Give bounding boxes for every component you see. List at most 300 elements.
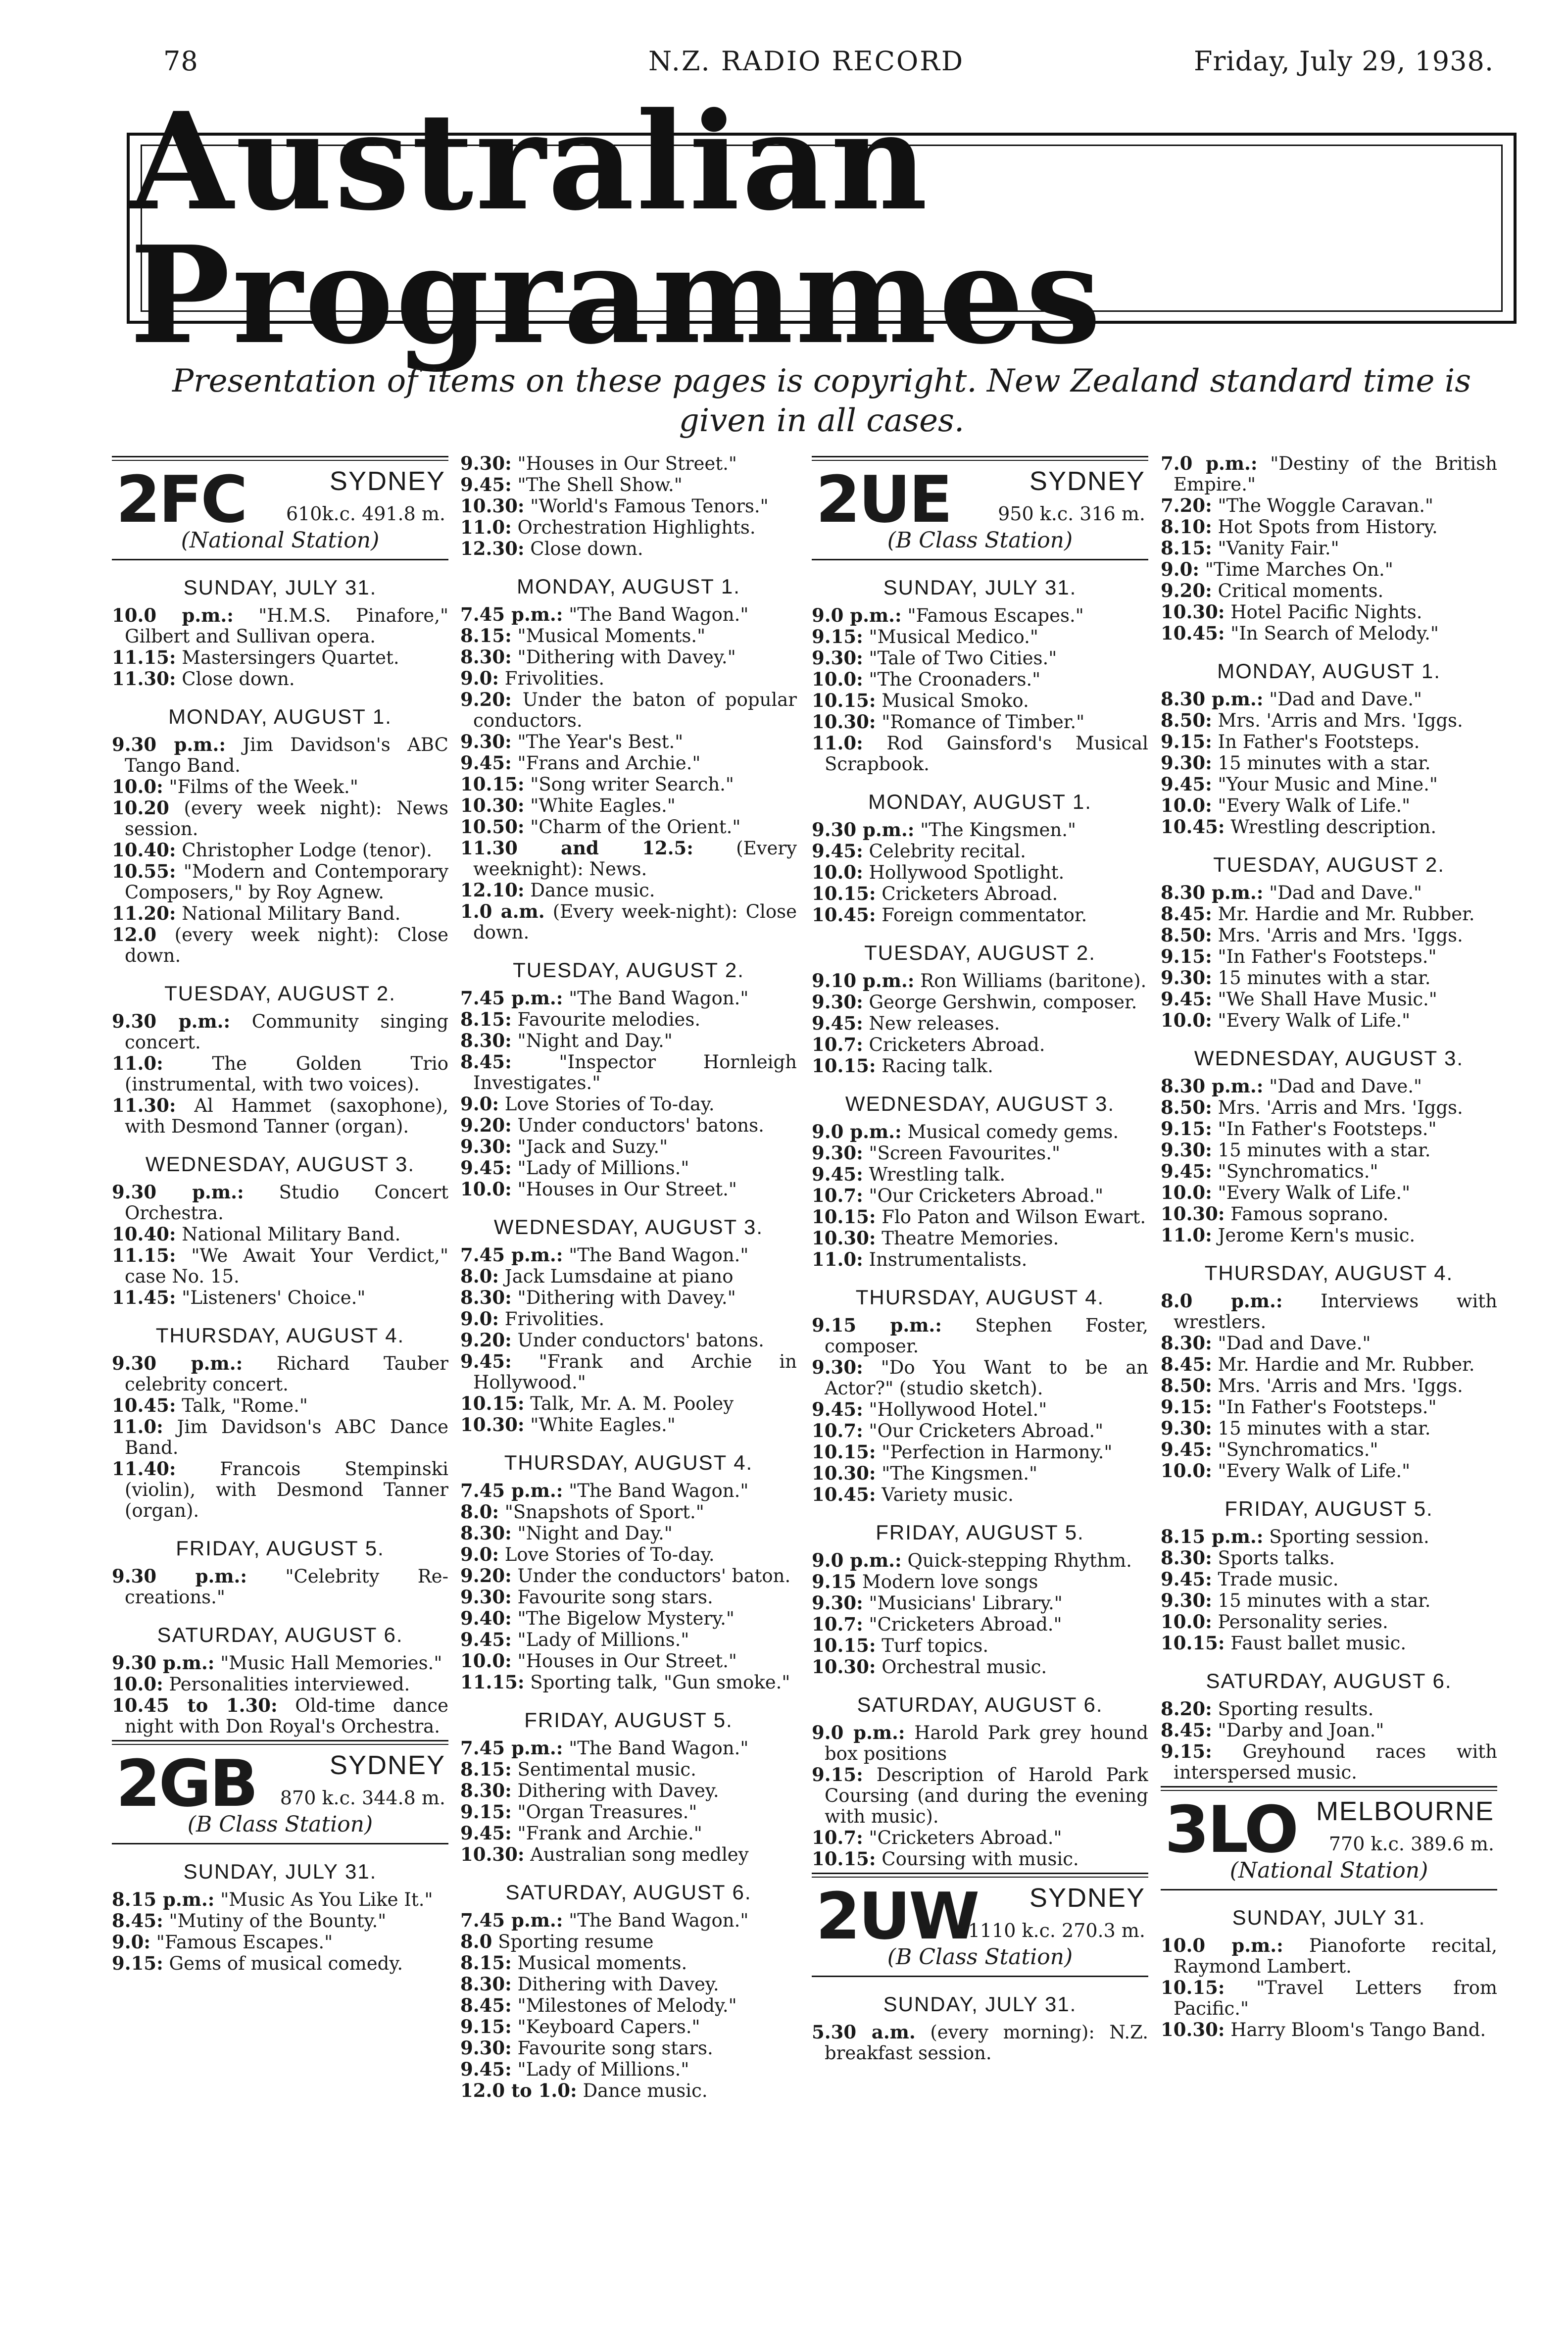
publication-name: N.Z. RADIO RECORD bbox=[648, 46, 965, 77]
program-time: 9.30 p.m.: bbox=[112, 1181, 244, 1203]
program-time: 9.0 p.m.: bbox=[812, 604, 902, 626]
day-heading: THURSDAY, AUGUST 4. bbox=[155, 1324, 405, 1347]
program-time: 10.0 p.m.: bbox=[112, 604, 234, 626]
program-item bbox=[460, 1480, 797, 1501]
program-title: "In Father's Footsteps." bbox=[1218, 1396, 1437, 1418]
program-time: 9.45: bbox=[460, 1822, 512, 1844]
program-title: "Travel Letters from Pacific." bbox=[1174, 1977, 1497, 2019]
program-title: "Romance of Timber." bbox=[882, 711, 1085, 733]
program-item bbox=[112, 605, 448, 647]
program-title: Orchestral music. bbox=[882, 1656, 1047, 1678]
program-time: 10.45: bbox=[1161, 816, 1225, 838]
program-time: 7.45 p.m.: bbox=[460, 603, 563, 625]
program-title: "Lady of Millions." bbox=[517, 2059, 689, 2080]
program-title: "Vanity Fair." bbox=[1218, 538, 1339, 559]
program-title: "White Eagles." bbox=[530, 1414, 676, 1436]
program-title: 15 minutes with a star. bbox=[1218, 1140, 1431, 1161]
program-title: "Famous Escapes." bbox=[907, 605, 1084, 626]
program-title: "Musicians' Library." bbox=[869, 1592, 1063, 1614]
program-title: New releases. bbox=[869, 1013, 1000, 1034]
program-title: (Every weeknight): News. bbox=[473, 838, 797, 880]
day-heading: SUNDAY, JULY 31. bbox=[1232, 1906, 1426, 1929]
program-title: "Screen Favourites." bbox=[869, 1142, 1060, 1164]
program-title: "Music Hall Memories." bbox=[220, 1652, 442, 1674]
program-time: 8.15: bbox=[460, 1952, 512, 1974]
station-rule bbox=[1161, 1786, 1497, 1791]
program-item bbox=[1161, 731, 1497, 752]
station-frequency: 950 k.c. 316 m. bbox=[998, 503, 1145, 525]
program-item bbox=[112, 924, 448, 966]
program-title: "Famous Escapes." bbox=[156, 1932, 333, 1953]
issue-date: Friday, July 29, 1938. bbox=[1194, 46, 1494, 77]
day-heading: TUESDAY, AUGUST 2. bbox=[864, 941, 1096, 964]
station-rule bbox=[812, 1873, 1148, 1878]
program-time: 9.0: bbox=[460, 1093, 499, 1115]
program-time: 9.45: bbox=[1161, 988, 1212, 1010]
program-time: 9.30 p.m.: bbox=[112, 1565, 247, 1587]
program-item bbox=[112, 861, 448, 903]
program-item bbox=[112, 647, 448, 668]
program-title: "Synchromatics." bbox=[1218, 1439, 1378, 1460]
program-time: 9.0 p.m.: bbox=[812, 1549, 902, 1571]
program-item bbox=[460, 1844, 797, 1865]
station-header-2gb bbox=[112, 1746, 448, 1838]
program-time: 9.0: bbox=[460, 1543, 499, 1565]
program-item bbox=[812, 1848, 1148, 1870]
program-time: 9.15: bbox=[1161, 1396, 1212, 1418]
program-title: Harold Park grey hound box positions bbox=[825, 1722, 1148, 1764]
program-title: "Dithering with Davey." bbox=[517, 1287, 736, 1308]
column-1 bbox=[112, 453, 448, 2314]
program-title: "Frank and Archie in Hollywood." bbox=[473, 1351, 797, 1393]
program-item bbox=[112, 1224, 448, 1245]
program-time: 8.15: bbox=[460, 1758, 512, 1780]
program-item bbox=[1161, 1526, 1497, 1547]
day-heading: TUESDAY, AUGUST 2. bbox=[164, 982, 396, 1005]
program-item bbox=[112, 797, 448, 840]
program-item bbox=[1161, 989, 1497, 1010]
program-title: "World's Famous Tenors." bbox=[530, 496, 769, 517]
program-time: 10.40: bbox=[112, 839, 176, 861]
program-title: Trade music. bbox=[1218, 1569, 1339, 1590]
day-heading: SATURDAY, AUGUST 6. bbox=[505, 1881, 752, 1904]
program-title: Close down. bbox=[182, 668, 295, 690]
program-title: Faust ballet music. bbox=[1230, 1633, 1407, 1654]
program-item bbox=[1161, 516, 1497, 538]
program-item bbox=[460, 1009, 797, 1030]
program-title: "Mutiny of the Bounty." bbox=[169, 1910, 387, 1932]
program-item bbox=[460, 474, 797, 496]
program-time: 8.15 p.m.: bbox=[1161, 1526, 1264, 1547]
program-time: 8.15 p.m.: bbox=[112, 1888, 215, 1910]
program-title: Dithering with Davey. bbox=[517, 1974, 719, 1995]
program-title: "The Band Wagon." bbox=[569, 1737, 749, 1759]
page-number: 78 bbox=[163, 46, 198, 77]
program-title: Coursing with music. bbox=[882, 1848, 1079, 1870]
program-time: 10.15: bbox=[1161, 1632, 1225, 1654]
program-title: "Lady of Millions." bbox=[517, 1157, 689, 1179]
program-item bbox=[112, 668, 448, 690]
program-item bbox=[812, 970, 1148, 992]
program-item bbox=[812, 1055, 1148, 1077]
program-item bbox=[1161, 1225, 1497, 1246]
program-item bbox=[812, 1420, 1148, 1441]
program-time: 10.15: bbox=[812, 883, 876, 904]
program-item bbox=[1161, 1076, 1497, 1097]
program-time: 10.0: bbox=[1161, 1182, 1212, 1203]
program-item bbox=[460, 604, 797, 625]
program-item bbox=[112, 1095, 448, 1137]
station-city: SYDNEY bbox=[329, 1750, 445, 1780]
program-time: 9.15: bbox=[1161, 1740, 1212, 1762]
station-rule bbox=[112, 1843, 448, 1844]
program-title: Pianoforte recital, Raymond Lambert. bbox=[1174, 1935, 1497, 1977]
program-item bbox=[1161, 1460, 1497, 1482]
program-time: 9.45: bbox=[812, 1163, 863, 1185]
program-time: 8.30: bbox=[460, 646, 512, 668]
program-title: In Father's Footsteps. bbox=[1218, 731, 1420, 752]
program-title: "The Shell Show." bbox=[517, 474, 683, 496]
day-heading: WEDNESDAY, AUGUST 3. bbox=[145, 1152, 415, 1176]
program-title: Modern love songs bbox=[862, 1571, 1038, 1592]
program-item bbox=[1161, 1590, 1497, 1611]
program-item bbox=[1161, 1547, 1497, 1569]
program-item bbox=[812, 1013, 1148, 1034]
program-item bbox=[1161, 795, 1497, 816]
program-title: Dance music. bbox=[583, 2080, 708, 2101]
station-city: MELBOURNE bbox=[1316, 1796, 1494, 1826]
program-time: 11.0: bbox=[112, 1052, 163, 1074]
day-heading: MONDAY, AUGUST 1. bbox=[868, 790, 1092, 813]
program-time: 11.15: bbox=[112, 1244, 176, 1266]
program-title: Mrs. 'Arris and Mrs. 'Iggs. bbox=[1218, 925, 1463, 946]
program-title: Mr. Hardie and Mr. Rubber. bbox=[1218, 1354, 1475, 1375]
program-time: 8.0: bbox=[460, 1265, 499, 1287]
program-time: 7.45 p.m.: bbox=[460, 1480, 563, 1501]
program-time: 10.0 p.m.: bbox=[1161, 1935, 1283, 1956]
day-heading: THURSDAY, AUGUST 4. bbox=[504, 1451, 753, 1474]
program-item bbox=[1161, 1010, 1497, 1031]
program-time: 8.30: bbox=[460, 1973, 512, 1995]
program-time: 10.7: bbox=[812, 1420, 863, 1441]
program-item bbox=[1161, 967, 1497, 989]
program-time: 9.30: bbox=[1161, 1417, 1212, 1439]
program-time: 1.0 a.m. bbox=[460, 900, 545, 922]
program-time: 9.10 p.m.: bbox=[812, 970, 915, 992]
program-title: "Musical Medico." bbox=[869, 626, 1038, 647]
program-time: 10.30: bbox=[1161, 601, 1225, 623]
program-item bbox=[460, 1501, 797, 1523]
program-time: 11.0: bbox=[812, 1248, 863, 1270]
program-time: 7.0 p.m.: bbox=[1161, 453, 1258, 474]
program-title: Quick-stepping Rhythm. bbox=[907, 1550, 1132, 1571]
program-item bbox=[812, 992, 1148, 1013]
program-item bbox=[460, 1823, 797, 1844]
station-class: (B Class Station) bbox=[187, 1812, 373, 1837]
program-time: 7.20: bbox=[1161, 495, 1212, 516]
program-title: "In Search of Melody." bbox=[1230, 623, 1439, 644]
program-title: Stephen Foster, composer. bbox=[825, 1315, 1148, 1357]
program-title: "Time Marches On." bbox=[1205, 559, 1393, 580]
program-title: "White Eagles." bbox=[530, 795, 676, 816]
program-time: 9.45: bbox=[460, 1350, 512, 1372]
program-title: Orchestration Highlights. bbox=[517, 517, 756, 538]
program-title: Frivolities. bbox=[504, 668, 605, 689]
program-time: 9.0: bbox=[1161, 558, 1200, 580]
program-time: 9.30 p.m.: bbox=[112, 1652, 215, 1674]
program-time: 9.0 p.m.: bbox=[812, 1121, 902, 1142]
station-class: (National Station) bbox=[181, 528, 380, 553]
program-item bbox=[1161, 1203, 1497, 1225]
program-item bbox=[812, 862, 1148, 883]
program-item bbox=[460, 1780, 797, 1801]
program-time: 7.45 p.m.: bbox=[460, 1737, 563, 1759]
program-time: 9.45: bbox=[460, 1157, 512, 1179]
column-4 bbox=[1161, 453, 1497, 2314]
program-item bbox=[460, 1136, 797, 1157]
program-item bbox=[812, 1164, 1148, 1185]
program-time: 12.0 to 1.0: bbox=[460, 2080, 577, 2101]
program-item bbox=[812, 669, 1148, 690]
program-title: "Listeners' Choice." bbox=[182, 1287, 366, 1308]
program-item bbox=[812, 1315, 1148, 1357]
program-title: (every week night): Close down. bbox=[125, 924, 448, 966]
program-title: "Frans and Archie." bbox=[517, 752, 701, 774]
program-item bbox=[1161, 538, 1497, 559]
program-title: Francois Stempinski (violin), with Desmond Tanner (organ). bbox=[125, 1458, 448, 1521]
program-title: Famous soprano. bbox=[1230, 1203, 1389, 1225]
station-frequency: 1110 k.c. 270.3 m. bbox=[968, 1920, 1145, 1941]
program-item bbox=[812, 1656, 1148, 1678]
program-item bbox=[460, 1801, 797, 1823]
program-title: "In Father's Footsteps." bbox=[1218, 1118, 1437, 1140]
program-item bbox=[460, 1737, 797, 1759]
program-title: Talk, Mr. A. M. Pooley bbox=[530, 1393, 734, 1414]
program-title: "Milestones of Melody." bbox=[517, 1995, 737, 2016]
program-time: 9.30: bbox=[812, 1592, 863, 1614]
program-item bbox=[460, 1308, 797, 1330]
program-time: 11.15: bbox=[112, 646, 176, 668]
program-time: 8.0 p.m.: bbox=[1161, 1290, 1283, 1312]
program-time: 9.45: bbox=[460, 1629, 512, 1650]
program-item bbox=[1161, 1182, 1497, 1203]
program-time: 7.45 p.m.: bbox=[460, 1909, 563, 1931]
program-time: 8.30: bbox=[460, 1030, 512, 1051]
station-rule bbox=[112, 456, 448, 461]
program-title: "Night and Day." bbox=[517, 1523, 673, 1544]
program-time: 10.0: bbox=[1161, 1611, 1212, 1633]
program-title: "Celebrity Re-creations." bbox=[125, 1566, 448, 1608]
program-item bbox=[812, 1614, 1148, 1635]
station-frequency: 870 k.c. 344.8 m. bbox=[280, 1787, 445, 1809]
program-time: 10.15: bbox=[812, 1206, 876, 1228]
station-class: (National Station) bbox=[1229, 1858, 1428, 1883]
program-item bbox=[112, 1953, 448, 1974]
program-item bbox=[812, 1399, 1148, 1420]
program-item bbox=[460, 1759, 797, 1780]
program-item bbox=[812, 1764, 1148, 1827]
program-title: Favourite song stars. bbox=[517, 2037, 713, 2059]
program-title: Community singing concert. bbox=[125, 1011, 448, 1053]
program-title: Sports talks. bbox=[1218, 1547, 1335, 1569]
program-item bbox=[1161, 495, 1497, 516]
program-title: "The Croonaders." bbox=[869, 669, 1041, 690]
program-time: 9.15 p.m.: bbox=[812, 1314, 942, 1336]
program-item bbox=[460, 668, 797, 689]
program-item bbox=[112, 1695, 448, 1737]
day-heading: THURSDAY, AUGUST 4. bbox=[855, 1286, 1105, 1309]
program-time: 9.15: bbox=[1161, 731, 1212, 752]
day-heading: FRIDAY, AUGUST 5. bbox=[876, 1521, 1084, 1544]
program-item bbox=[460, 1995, 797, 2016]
program-item bbox=[112, 1674, 448, 1695]
program-time: 9.30 p.m.: bbox=[812, 819, 915, 841]
program-time: 8.45: bbox=[1161, 1353, 1212, 1375]
station-call-sign: 2FC bbox=[116, 462, 246, 537]
program-time: 8.30: bbox=[1161, 1332, 1212, 1354]
program-title: Jim Davidson's ABC Dance Band. bbox=[125, 1416, 448, 1458]
program-title: 15 minutes with a star. bbox=[1218, 1418, 1431, 1439]
program-title: "Perfection in Harmony." bbox=[882, 1441, 1113, 1463]
day-heading: WEDNESDAY, AUGUST 3. bbox=[845, 1092, 1115, 1115]
program-time: 8.30 p.m.: bbox=[1161, 688, 1264, 710]
program-item bbox=[460, 625, 797, 646]
program-time: 10.30: bbox=[460, 495, 525, 517]
program-item bbox=[812, 1185, 1148, 1206]
program-item bbox=[460, 731, 797, 752]
program-time: 11.15: bbox=[460, 1671, 525, 1693]
program-title: "Frank and Archie." bbox=[517, 1823, 702, 1844]
station-rule bbox=[112, 559, 448, 560]
program-time: 11.45: bbox=[112, 1287, 176, 1308]
program-time: 9.30: bbox=[460, 1586, 512, 1608]
program-item bbox=[812, 1550, 1148, 1571]
program-time: 9.15: bbox=[1161, 1118, 1212, 1140]
day-heading: SUNDAY, JULY 31. bbox=[883, 1992, 1077, 2016]
program-title: Theatre Memories. bbox=[882, 1228, 1059, 1249]
station-header-2uw bbox=[812, 1879, 1148, 1971]
program-title: Personalities interviewed. bbox=[169, 1674, 410, 1695]
program-time: 10.0: bbox=[1161, 794, 1212, 816]
program-item bbox=[812, 1592, 1148, 1614]
program-title: Cricketers Abroad. bbox=[882, 883, 1058, 904]
program-title: "Dad and Dave." bbox=[1269, 882, 1422, 903]
program-title: "Houses in Our Street." bbox=[517, 453, 737, 474]
program-title: "The Band Wagon." bbox=[569, 1910, 749, 1931]
program-item bbox=[812, 1571, 1148, 1592]
station-header-2fc bbox=[112, 462, 448, 554]
program-time: 8.15: bbox=[460, 625, 512, 646]
program-item bbox=[460, 752, 797, 774]
program-item bbox=[460, 838, 797, 880]
program-title: Al Hammet (saxophone), with Desmond Tanner (organ). bbox=[125, 1095, 448, 1137]
program-time: 9.30: bbox=[1161, 1139, 1212, 1161]
program-item bbox=[112, 1652, 448, 1674]
title-banner bbox=[127, 83, 1517, 374]
program-item bbox=[460, 1974, 797, 1995]
program-title: "Every Walk of Life." bbox=[1218, 1460, 1411, 1482]
program-item bbox=[812, 626, 1148, 647]
station-city: SYDNEY bbox=[1029, 1883, 1145, 1913]
program-time: 12.30: bbox=[460, 538, 525, 559]
program-title: Close down. bbox=[530, 538, 643, 559]
program-title: Sporting session. bbox=[1269, 1526, 1429, 1547]
program-item bbox=[1161, 601, 1497, 623]
program-item bbox=[460, 1157, 797, 1179]
program-time: 10.15: bbox=[812, 1635, 876, 1656]
program-title: "Films of the Week." bbox=[169, 776, 358, 797]
program-item bbox=[460, 1414, 797, 1436]
program-time: 10.7: bbox=[812, 1827, 863, 1848]
program-time: 9.45: bbox=[1161, 1568, 1212, 1590]
program-time: 9.20: bbox=[460, 1329, 512, 1351]
program-item bbox=[812, 819, 1148, 841]
program-title: "Organ Treasures." bbox=[517, 1801, 697, 1823]
program-item bbox=[1161, 1375, 1497, 1396]
program-time: 10.30: bbox=[460, 1414, 525, 1436]
program-time: 10.15: bbox=[460, 1392, 525, 1414]
program-title: "Inspector Hornleigh Investigates." bbox=[473, 1051, 797, 1093]
program-title: "Lady of Millions." bbox=[517, 1629, 689, 1650]
program-time: 8.50: bbox=[1161, 1096, 1212, 1118]
program-time: 10.40: bbox=[112, 1223, 176, 1245]
program-time: 8.50: bbox=[1161, 1375, 1212, 1396]
program-item bbox=[112, 1353, 448, 1395]
program-item bbox=[460, 1115, 797, 1136]
program-time: 9.30: bbox=[1161, 967, 1212, 989]
program-title: Instrumentalists. bbox=[869, 1249, 1028, 1270]
program-item bbox=[112, 1182, 448, 1224]
program-title: Mrs. 'Arris and Mrs. 'Iggs. bbox=[1218, 1375, 1463, 1396]
program-title: "Dad and Dave." bbox=[1218, 1333, 1371, 1354]
program-item bbox=[812, 1142, 1148, 1164]
program-time: 8.50: bbox=[1161, 924, 1212, 946]
program-time: 8.15: bbox=[1161, 537, 1212, 559]
program-time: 10.30: bbox=[460, 1843, 525, 1865]
program-time: 10.15: bbox=[460, 773, 525, 795]
program-item bbox=[460, 496, 797, 517]
program-time: 9.30: bbox=[1161, 1589, 1212, 1611]
program-time: 11.30: bbox=[112, 668, 176, 690]
program-time: 10.30: bbox=[812, 1462, 876, 1484]
program-title: 15 minutes with a star. bbox=[1218, 1590, 1431, 1611]
program-time: 8.45: bbox=[112, 1910, 163, 1932]
program-title: Favourite melodies. bbox=[517, 1009, 701, 1030]
program-time: 8.30: bbox=[460, 1780, 512, 1801]
program-item bbox=[460, 1093, 797, 1115]
program-time: 9.30: bbox=[812, 647, 863, 669]
program-item bbox=[1161, 1418, 1497, 1439]
program-time: 10.0: bbox=[1161, 1009, 1212, 1031]
program-item bbox=[112, 1932, 448, 1953]
day-heading: WEDNESDAY, AUGUST 3. bbox=[1194, 1046, 1464, 1070]
program-title: "H.M.S. Pinafore," Gilbert and Sullivan opera. bbox=[125, 605, 448, 647]
program-item bbox=[460, 453, 797, 474]
program-time: 10.30: bbox=[1161, 2019, 1225, 2040]
program-time: 8.15: bbox=[460, 1008, 512, 1030]
program-item bbox=[112, 1245, 448, 1287]
column-2 bbox=[460, 453, 797, 2314]
program-time: 9.20: bbox=[460, 1114, 512, 1136]
program-title: Hollywood Spotlight. bbox=[869, 862, 1065, 883]
program-time: 11.40: bbox=[112, 1458, 176, 1480]
program-item bbox=[460, 795, 797, 816]
program-item bbox=[1161, 1333, 1497, 1354]
program-item bbox=[812, 1249, 1148, 1270]
program-title: Musical Smoko. bbox=[882, 690, 1029, 711]
program-time: 10.45: bbox=[812, 904, 876, 926]
program-time: 10.45: bbox=[1161, 622, 1225, 644]
